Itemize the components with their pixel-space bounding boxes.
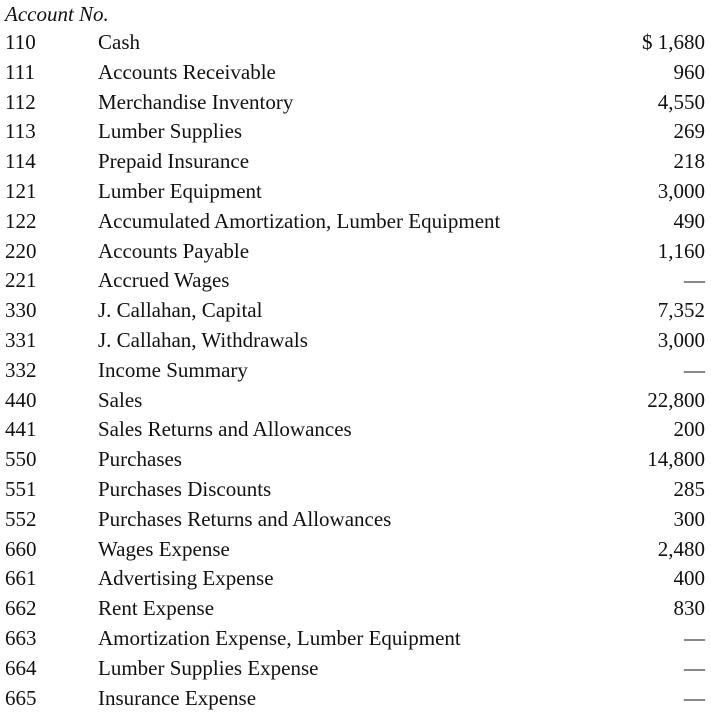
account-name: Accumulated Amortization, Lumber Equipment <box>98 208 501 233</box>
account-row <box>0 326 711 356</box>
account-name: Lumber Equipment <box>98 178 262 203</box>
account-number: 663 <box>5 625 37 650</box>
account-amount: 22,800 <box>647 387 705 412</box>
account-name: Purchases <box>98 447 182 472</box>
account-number: 661 <box>5 566 37 591</box>
account-number: 662 <box>5 596 37 621</box>
account-row <box>0 475 711 505</box>
account-number: 441 <box>5 417 37 442</box>
account-amount: 269 <box>673 119 705 144</box>
account-name: Amortization Expense, Lumber Equipment <box>98 625 461 650</box>
account-amount: 3,000 <box>657 178 705 203</box>
account-number: 110 <box>5 30 36 54</box>
account-name: Rent Expense <box>98 596 215 621</box>
account-name: Sales <box>98 387 143 412</box>
account-name: Accounts Payable <box>98 238 250 263</box>
account-amount: 490 <box>673 208 705 233</box>
account-amount: — <box>684 655 705 680</box>
account-number: 664 <box>5 655 37 680</box>
account-row <box>0 386 711 416</box>
account-number: 331 <box>5 327 37 352</box>
account-number: 440 <box>5 387 37 412</box>
account-amount: 300 <box>673 506 705 531</box>
account-number: 111 <box>5 59 35 84</box>
account-number: 551 <box>5 476 37 501</box>
account-amount: — <box>684 357 705 382</box>
account-amount: $ 1,680 <box>642 30 705 54</box>
account-amount: 14,800 <box>647 447 705 472</box>
account-rows <box>0 28 711 713</box>
account-row <box>0 147 711 177</box>
account-amount: — <box>684 268 705 293</box>
account-row <box>0 624 711 654</box>
account-amount: 2,480 <box>657 536 705 561</box>
account-row <box>0 207 711 237</box>
account-name: Income Summary <box>98 357 248 382</box>
account-amount: 285 <box>673 476 705 501</box>
account-name: Purchases Discounts <box>98 476 272 501</box>
account-amount: 218 <box>673 149 705 174</box>
account-number: 330 <box>5 298 37 323</box>
account-name: Advertising Expense <box>98 566 274 591</box>
account-name: Wages Expense <box>98 536 230 561</box>
account-name: Prepaid Insurance <box>98 149 250 174</box>
account-amount: 4,550 <box>657 89 705 114</box>
account-row <box>0 505 711 535</box>
account-number: 221 <box>5 268 37 293</box>
account-row <box>0 594 711 624</box>
account-row <box>0 535 711 565</box>
account-amount: 7,352 <box>657 298 705 323</box>
account-name: Sales Returns and Allowances <box>98 417 352 442</box>
account-row <box>0 356 711 386</box>
account-name: Cash <box>98 30 140 54</box>
account-number: 122 <box>5 208 37 233</box>
account-number: 552 <box>5 506 37 531</box>
account-name: Lumber Supplies <box>98 119 243 144</box>
account-amount: 1,160 <box>657 238 705 263</box>
account-number: 112 <box>5 89 36 114</box>
account-row <box>0 117 711 147</box>
account-amount: — <box>684 685 705 710</box>
account-number: 113 <box>5 119 36 144</box>
account-name: J. Callahan, Capital <box>98 298 263 323</box>
account-row <box>0 564 711 594</box>
account-name: Merchandise Inventory <box>98 89 294 114</box>
account-row <box>0 654 711 684</box>
account-amount: 400 <box>673 566 705 591</box>
account-amount: 960 <box>673 59 705 84</box>
account-name: Purchases Returns and Allowances <box>98 506 392 531</box>
account-name: J. Callahan, Withdrawals <box>98 327 308 352</box>
account-no-header: Account No. <box>5 2 109 26</box>
account-row <box>0 415 711 445</box>
account-amount: 3,000 <box>657 327 705 352</box>
account-amount: 830 <box>673 596 705 621</box>
account-row <box>0 445 711 475</box>
account-number: 114 <box>5 149 36 174</box>
account-name: Insurance Expense <box>98 685 257 710</box>
account-row <box>0 266 711 296</box>
account-number: 660 <box>5 536 37 561</box>
account-row <box>0 88 711 118</box>
account-amount: 200 <box>673 417 705 442</box>
account-number: 665 <box>5 685 37 710</box>
account-row <box>0 28 711 58</box>
account-row <box>0 177 711 207</box>
account-row <box>0 296 711 326</box>
account-name: Accounts Receivable <box>98 59 276 84</box>
account-row <box>0 237 711 267</box>
account-number: 332 <box>5 357 37 382</box>
account-row <box>0 58 711 88</box>
account-amount: — <box>684 625 705 650</box>
account-row <box>0 684 711 714</box>
account-name: Accrued Wages <box>98 268 230 293</box>
account-number: 121 <box>5 178 37 203</box>
account-name: Lumber Supplies Expense <box>98 655 319 680</box>
account-number: 550 <box>5 447 37 472</box>
account-number: 220 <box>5 238 37 263</box>
